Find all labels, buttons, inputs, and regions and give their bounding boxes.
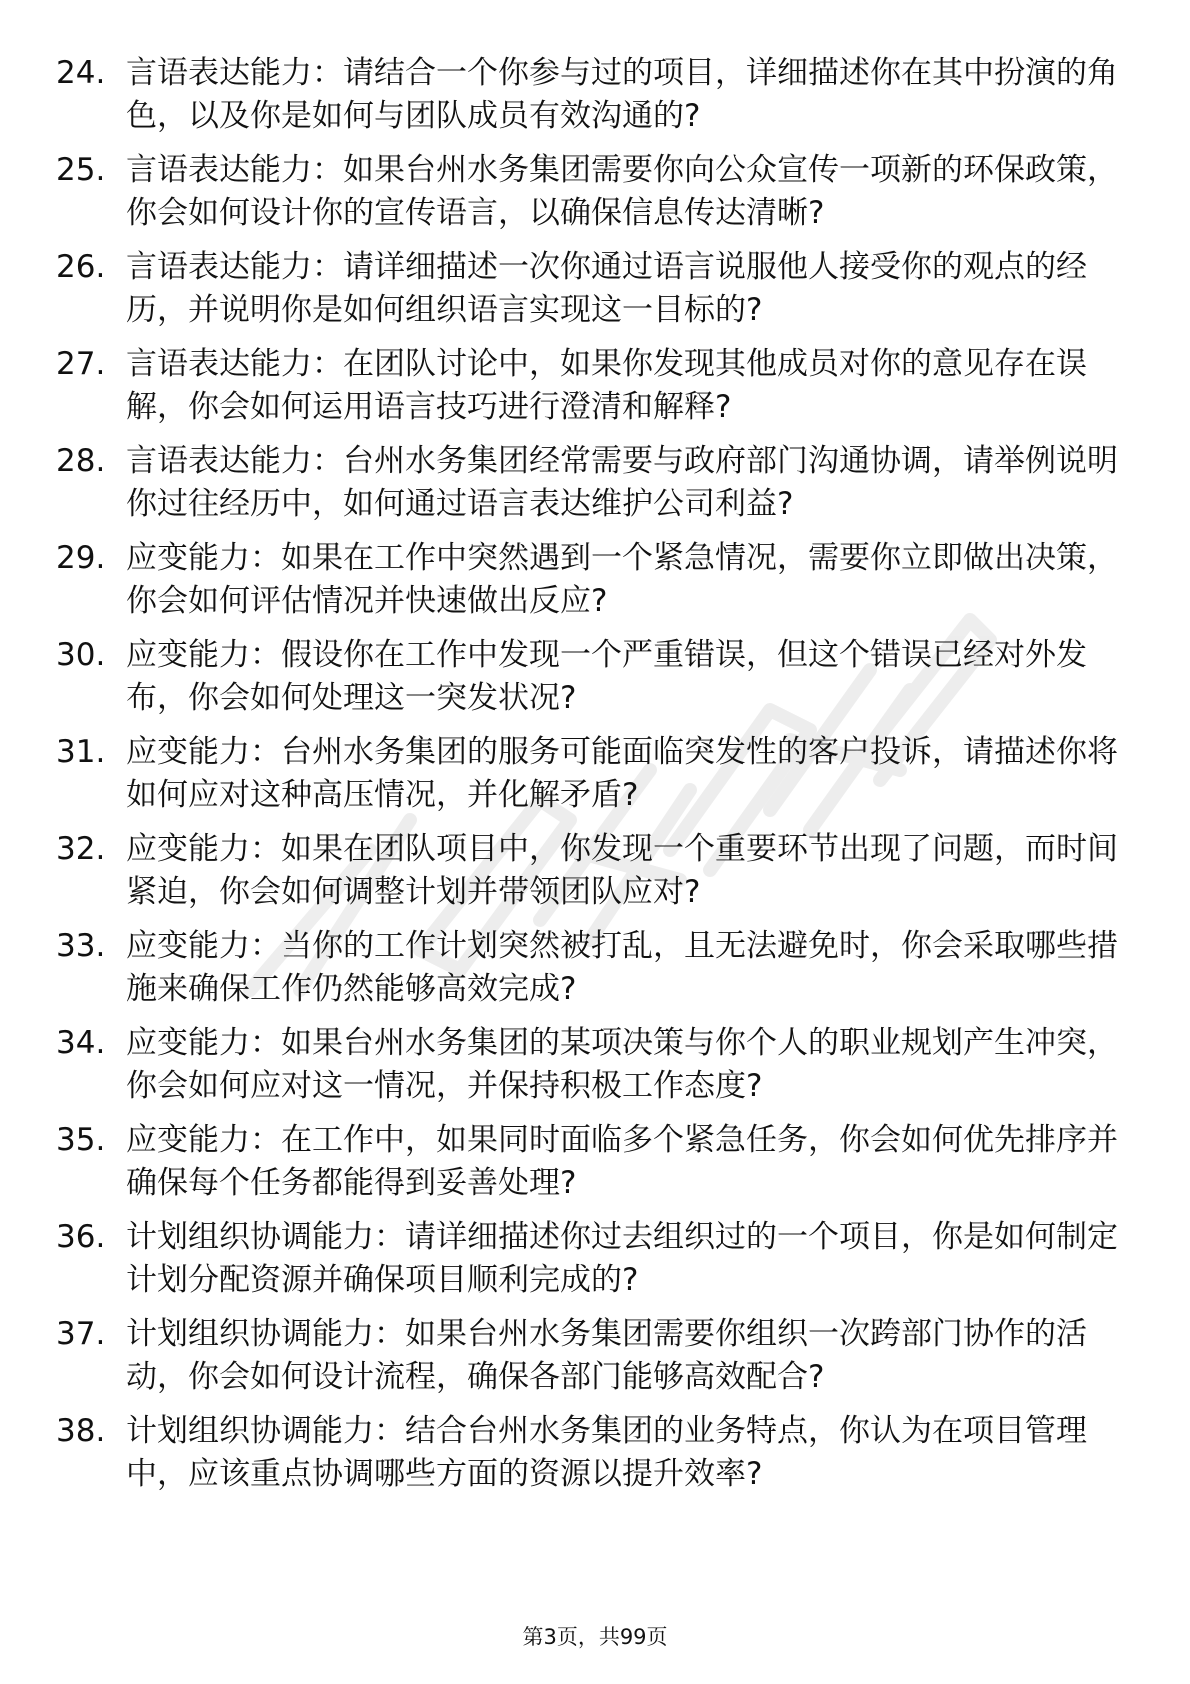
question-number: 36. bbox=[56, 1219, 106, 1255]
question-item bbox=[56, 1216, 1136, 1313]
question-number: 34. bbox=[56, 1025, 106, 1061]
question-item bbox=[56, 149, 1136, 246]
question-text: 应变能力：当你的工作计划突然被打乱，且无法避免时，你会采取哪些措施来确保工作仍然能够高效完成? bbox=[126, 928, 1118, 1007]
question-text: 计划组织协调能力：结合台州水务集团的业务特点，你认为在项目管理中，应该重点协调哪些方面的资源以提升效率? bbox=[126, 1413, 1087, 1492]
question-number: 26. bbox=[56, 249, 106, 285]
question-number: 30. bbox=[56, 637, 106, 673]
question-number: 27. bbox=[56, 346, 106, 382]
question-text: 言语表达能力：请详细描述一次你通过语言说服他人接受你的观点的经历，并说明你是如何组织语言实现这一目标的? bbox=[126, 249, 1087, 328]
question-item bbox=[56, 52, 1136, 149]
question-item bbox=[56, 1119, 1136, 1216]
question-text: 计划组织协调能力：请详细描述你过去组织过的一个项目，你是如何制定计划分配资源并确保项目顺利完成的? bbox=[126, 1219, 1118, 1298]
question-text: 应变能力：假设你在工作中发现一个严重错误，但这个错误已经对外发布，你会如何处理这一突发状况? bbox=[126, 637, 1087, 716]
question-number: 35. bbox=[56, 1122, 106, 1158]
question-item bbox=[56, 1410, 1136, 1507]
question-item bbox=[56, 343, 1136, 440]
question-number: 37. bbox=[56, 1316, 106, 1352]
page-number-label: 第3页，共99页 bbox=[522, 1625, 668, 1649]
question-item bbox=[56, 731, 1136, 828]
question-text: 言语表达能力：如果台州水务集团需要你向公众宣传一项新的环保政策，你会如何设计你的宣传语言，以确保信息传达清晰? bbox=[126, 152, 1118, 231]
page-footer bbox=[0, 1622, 1190, 1652]
question-item bbox=[56, 925, 1136, 1022]
question-number: 24. bbox=[56, 55, 106, 91]
question-list bbox=[56, 52, 1136, 1507]
question-number: 31. bbox=[56, 734, 106, 770]
question-item bbox=[56, 1022, 1136, 1119]
question-number: 32. bbox=[56, 831, 106, 867]
question-text: 言语表达能力：在团队讨论中，如果你发现其他成员对你的意见存在误解，你会如何运用语言技巧进行澄清和解释? bbox=[126, 346, 1087, 425]
question-text: 应变能力：在工作中，如果同时面临多个紧急任务，你会如何优先排序并确保每个任务都能得到妥善处理? bbox=[126, 1122, 1118, 1201]
question-number: 25. bbox=[56, 152, 106, 188]
question-text: 应变能力：如果台州水务集团的某项决策与你个人的职业规划产生冲突，你会如何应对这一情况，并保持积极工作态度? bbox=[126, 1025, 1118, 1104]
question-text: 应变能力：如果在工作中突然遇到一个紧急情况，需要你立即做出决策，你会如何评估情况并快速做出反应? bbox=[126, 540, 1118, 619]
question-text: 言语表达能力：请结合一个你参与过的项目，详细描述你在其中扮演的角色，以及你是如何与团队成员有效沟通的? bbox=[126, 55, 1118, 134]
question-item bbox=[56, 634, 1136, 731]
question-number: 38. bbox=[56, 1413, 106, 1449]
question-text: 应变能力：如果在团队项目中，你发现一个重要环节出现了问题，而时间紧迫，你会如何调整计划并带领团队应对? bbox=[126, 831, 1118, 910]
question-text: 应变能力：台州水务集团的服务可能面临突发性的客户投诉，请描述你将如何应对这种高压情况，并化解矛盾? bbox=[126, 734, 1118, 813]
question-number: 28. bbox=[56, 443, 106, 479]
question-text: 言语表达能力：台州水务集团经常需要与政府部门沟通协调，请举例说明你过往经历中，如何通过语言表达维护公司利益? bbox=[126, 443, 1118, 522]
question-number: 33. bbox=[56, 928, 106, 964]
question-text: 计划组织协调能力：如果台州水务集团需要你组织一次跨部门协作的活动，你会如何设计流程，确保各部门能够高效配合? bbox=[126, 1316, 1087, 1395]
question-item bbox=[56, 828, 1136, 925]
question-item bbox=[56, 246, 1136, 343]
question-item bbox=[56, 440, 1136, 537]
question-number: 29. bbox=[56, 540, 106, 576]
question-item bbox=[56, 537, 1136, 634]
question-item bbox=[56, 1313, 1136, 1410]
